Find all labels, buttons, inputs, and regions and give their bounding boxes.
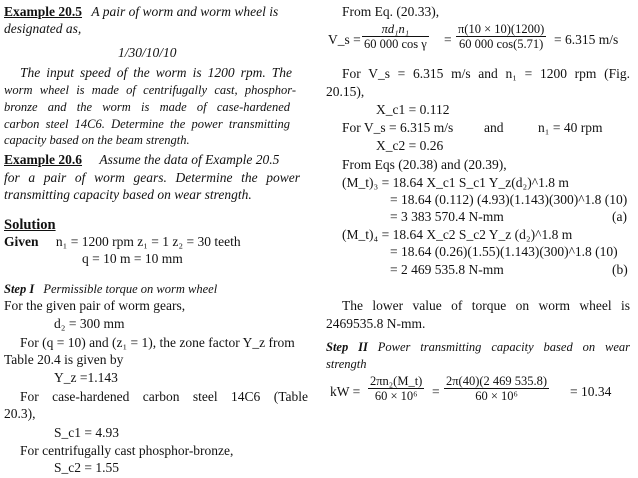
problem-line-1: The input speed of the worm is 1200 rpm. The	[20, 65, 292, 80]
example-20-6-line2: for a pair of worm gears. Determine the power	[4, 170, 300, 185]
mt3-line-1: (M_t)₃ = 18.64 X_c1 S_c1 Y_z(d₂)^1.8 m	[342, 175, 569, 190]
sc2-value: S_c2 = 1.55	[54, 460, 119, 475]
solution-heading: Solution	[4, 217, 56, 233]
fig-line-2: 20.15),	[326, 84, 365, 99]
given-values-1: n₁ = 1200 rpm z₁ = 1 z₂ = 30 teeth	[55, 234, 241, 249]
mt4-line-1: (M_t)₄ = 18.64 X_c2 S_c2 Y_z (d₂)^1.8 m	[342, 227, 573, 242]
designation: 1/30/10/10	[118, 45, 177, 60]
vs-fraction-2	[456, 22, 546, 51]
kw-equals: =	[432, 384, 440, 399]
given-label: Given	[4, 234, 39, 249]
kw-result: = 10.34	[570, 384, 612, 399]
vs-fraction-1	[362, 22, 429, 51]
xc2-value: X_c2 = 0.26	[376, 138, 444, 153]
example-20-5-line2: designated as,	[4, 21, 82, 36]
eq-tag-b: (b)	[612, 262, 628, 277]
kw-denominator-2: 60 × 10⁶	[475, 389, 518, 403]
given-values-2: q = 10 m = 10 mm	[82, 251, 183, 266]
step-1-line-3: For (q = 10) and (z₁ = 1), the zone factor Y_z from	[20, 335, 295, 350]
eq-tag-a: (a)	[612, 209, 627, 224]
example-20-6-line3: transmitting capacity based on wear strength.	[4, 187, 252, 202]
mt4-line-2: = 18.64 (0.26)(1.55)(1.143)(300)^1.8 (10)	[390, 244, 618, 259]
example-20-6-label: Example 20.6	[4, 152, 83, 167]
for-vs-line	[342, 120, 453, 136]
step-1-label: Step I	[4, 282, 35, 296]
and-word: and	[484, 120, 504, 135]
vs-numerator-2: π(10 × 10)(1200)	[458, 22, 545, 36]
step-1-line-6: For case-hardened carbon steel 14C6 (Table	[20, 389, 308, 404]
kw-fraction-2	[444, 374, 549, 403]
step-2-label: Step II	[326, 340, 368, 354]
sc1-value: S_c1 = 4.93	[54, 425, 119, 440]
vs-result: = 6.315 m/s	[554, 32, 619, 47]
problem-line-4: carbon steel 14C6. Determine the power transmitting	[4, 117, 290, 131]
mt3-line-2: = 18.64 (0.112) (4.93)(1.143)(300)^1.8 (10)	[390, 192, 628, 207]
example-20-6-heading	[4, 152, 279, 168]
vs-equals: =	[444, 32, 452, 47]
step-1-heading	[4, 281, 217, 297]
kw-denominator-1: 60 × 10⁶	[374, 389, 418, 403]
problem-line-5: capacity based on the beam strength.	[4, 133, 190, 147]
vs-lhs: V_s =	[328, 32, 361, 47]
problem-line-2: worm wheel is made of centrifugally cast, phosphor-	[4, 83, 296, 97]
example-20-5-label: Example 20.5	[4, 4, 83, 19]
example-20-5-title: A pair of worm and worm wheel is	[91, 4, 279, 19]
lower-value-line-1: The lower value of torque on worm wheel is	[342, 298, 630, 313]
step-1-line-9: For centrifugally cast phosphor-bronze,	[20, 443, 234, 458]
vs-numerator-1: πd₁n₁	[362, 22, 429, 37]
for-vs: For V_s = 6.315 m/s	[342, 120, 454, 135]
d2-value: d₂ = 300 mm	[54, 316, 125, 331]
given-line-1	[4, 234, 241, 250]
step-1-line-1: For the given pair of worm gears,	[4, 298, 186, 313]
step-2-heading	[326, 339, 630, 355]
kw-fraction-1	[368, 374, 424, 403]
yz-value: Y_z =1.143	[54, 370, 118, 385]
xc1-value: X_c1 = 0.112	[376, 102, 450, 117]
problem-line-3: bronze and the worm is made of case-hardened	[4, 100, 290, 114]
lower-value-line-2: 2469535.8 N-mm.	[326, 316, 426, 331]
step-1-line-7: 20.3),	[4, 406, 36, 421]
step-2-title-cont: strength	[326, 357, 367, 371]
mt4-line-3: = 2 469 535.8 N-mm	[390, 262, 504, 277]
mt3-line-3: = 3 383 570.4 N-mm	[390, 209, 504, 224]
step-1-title: Permissible torque on worm wheel	[43, 282, 218, 296]
kw-numerator-2: 2π(40)(2 469 535.8)	[446, 374, 548, 388]
example-20-6-line1: Assume the data of Example 20.5	[99, 152, 280, 167]
vs-denominator-2: 60 000 cos(5.71)	[458, 37, 544, 51]
step-1-line-4: Table 20.4 is given by	[4, 352, 124, 367]
step-2-title: Power transmitting capacity based on wear	[377, 340, 631, 354]
kw-numerator-1: 2πn₂(M_t)	[370, 374, 423, 388]
vs-denominator-1: 60 000 cos γ	[364, 37, 427, 51]
from-eq-20-33: From Eq. (20.33),	[342, 4, 440, 19]
fig-line-1: For V_s = 6.315 m/s and n₁ = 1200 rpm (Fig.	[342, 66, 630, 81]
from-eqs: From Eqs (20.38) and (20.39),	[342, 157, 507, 172]
n1-40: n₁ = 40 rpm	[538, 120, 603, 135]
kw-lhs: kW =	[330, 384, 361, 399]
example-20-5-heading	[4, 4, 278, 20]
